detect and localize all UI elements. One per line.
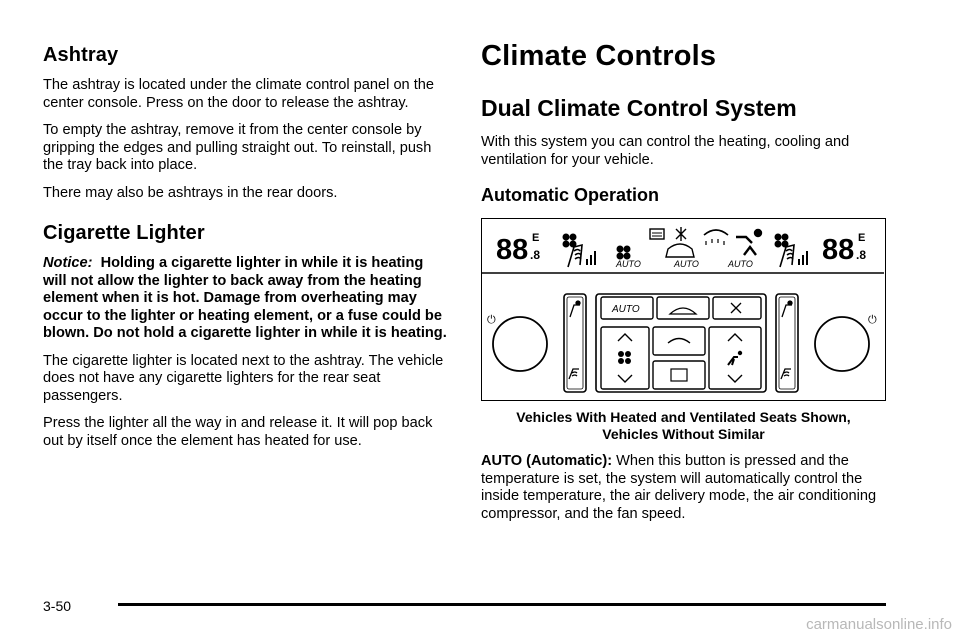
climate-intro: With this system you can control the heating, cooling and ventilation for your vehicle. [481, 134, 850, 168]
rear-defrost-button[interactable] [653, 361, 705, 389]
fan-down-icon [618, 375, 632, 382]
right-temperature-knob[interactable] [815, 317, 869, 371]
page-number: 3-50 [43, 598, 72, 614]
left-heated-seat-icon [568, 245, 582, 267]
right-column [481, 40, 891, 523]
ashtray-paragraph-3: There may also be ashtrays in the rear doors. [43, 184, 338, 201]
rear-defrost-lines [652, 233, 662, 236]
caption-line-1: Vehicles With Heated and Ventilated Seats Shown, [516, 409, 851, 425]
ashtray-paragraph-1: The ashtray is located under the climate control panel on the center console. Press on the door to release the ashtray. [43, 77, 435, 111]
front-defrost-icon [704, 230, 728, 235]
right-power-icon: ⏻ [868, 314, 877, 326]
dual-climate-heading: Dual Climate Control System [481, 95, 797, 121]
lighter-paragraph-1: The cigarette lighter is located next to the ashtray. The vehicle does not have any cigarette lighters for the rear seat passengers. [43, 352, 444, 404]
climate-control-panel-figure [481, 218, 886, 401]
front-defrost-button-icon [668, 339, 690, 344]
fan-up-icon [618, 334, 632, 341]
center-fan-icon [617, 246, 631, 260]
mode-button-icon [728, 357, 738, 365]
auto-term: AUTO (Automatic): [481, 453, 613, 469]
recirculation-button[interactable] [713, 297, 761, 319]
ashtray-heading: Ashtray [43, 44, 119, 66]
ac-button-icon [670, 308, 696, 314]
fan-speed-button[interactable] [601, 327, 649, 389]
notice-label: Notice: [43, 255, 93, 271]
right-heated-seat-icon [780, 245, 794, 267]
left-temperature-knob[interactable] [493, 317, 547, 371]
passenger-seat-icon [781, 301, 792, 379]
auto-indicator-2: AUTO [674, 259, 699, 269]
cigarette-lighter-heading: Cigarette Lighter [43, 222, 205, 244]
fan-button-icon [618, 351, 631, 364]
watermark: carmanualsonline.info [806, 616, 952, 633]
caption-line-2: Vehicles Without Similar [602, 426, 765, 442]
lighter-notice [43, 255, 448, 343]
rear-defrost-icon [650, 229, 664, 239]
left-temp-decimal: .8 [530, 248, 541, 262]
left-fan-icon [563, 234, 577, 248]
right-temp-display: 88 [822, 234, 855, 266]
auto-indicator-3: AUTO [728, 259, 753, 269]
left-column [43, 44, 448, 460]
driver-seat-icon [569, 301, 580, 379]
left-power-icon: ⏻ [487, 314, 496, 326]
auto-description [481, 453, 891, 523]
auto-text: When this button is pressed and the temperature is set, the system will automatically control the inside temperature, the air delivery mode, the air conditioning compressor, and the fan speed. [481, 453, 877, 522]
right-temp-decimal: .8 [856, 248, 867, 262]
mode-down-icon [728, 375, 742, 382]
mode-up-icon [728, 334, 742, 341]
rear-defrost-button-icon [671, 369, 687, 381]
air-conditioning-icon [666, 244, 694, 257]
recirculation-icon [676, 227, 686, 241]
front-defrost-arrows [706, 239, 724, 245]
right-fan-icon [775, 234, 789, 248]
front-defrost-button[interactable] [653, 327, 705, 355]
recirculation-button-icon [731, 303, 741, 313]
notice-text: Holding a cigarette lighter in while it is heating will not allow the lighter to back away from the heating element when it is hot. Damage from overheating may occur to the lighter or heating element, or a fuse could be blown. Do not hold a cigarette lighter in while it is heating. [43, 255, 447, 341]
figure-caption [481, 409, 886, 443]
ashtray-paragraph-2: To empty the ashtray, remove it from the center console by gripping the edges and pulling straight out. To reinstall, push the tray back into place. [43, 122, 432, 173]
air-delivery-mode-icon [736, 230, 761, 255]
auto-button-label: AUTO [612, 304, 640, 315]
automatic-operation-heading: Automatic Operation [481, 185, 660, 205]
left-fan-level-icon [586, 251, 596, 265]
auto-indicator-1: AUTO [616, 259, 641, 269]
climate-panel-illustration [482, 219, 884, 399]
lighter-paragraph-2: Press the lighter all the way in and release it. It will pop back out by itself once the element has heated for use. [43, 415, 433, 449]
right-temp-unit: E [858, 232, 866, 244]
right-fan-level-icon [798, 251, 808, 265]
left-temp-display: 88 [496, 234, 529, 266]
footer-rule [118, 603, 886, 606]
climate-controls-title: Climate Controls [481, 40, 717, 72]
left-temp-unit: E [532, 232, 540, 244]
